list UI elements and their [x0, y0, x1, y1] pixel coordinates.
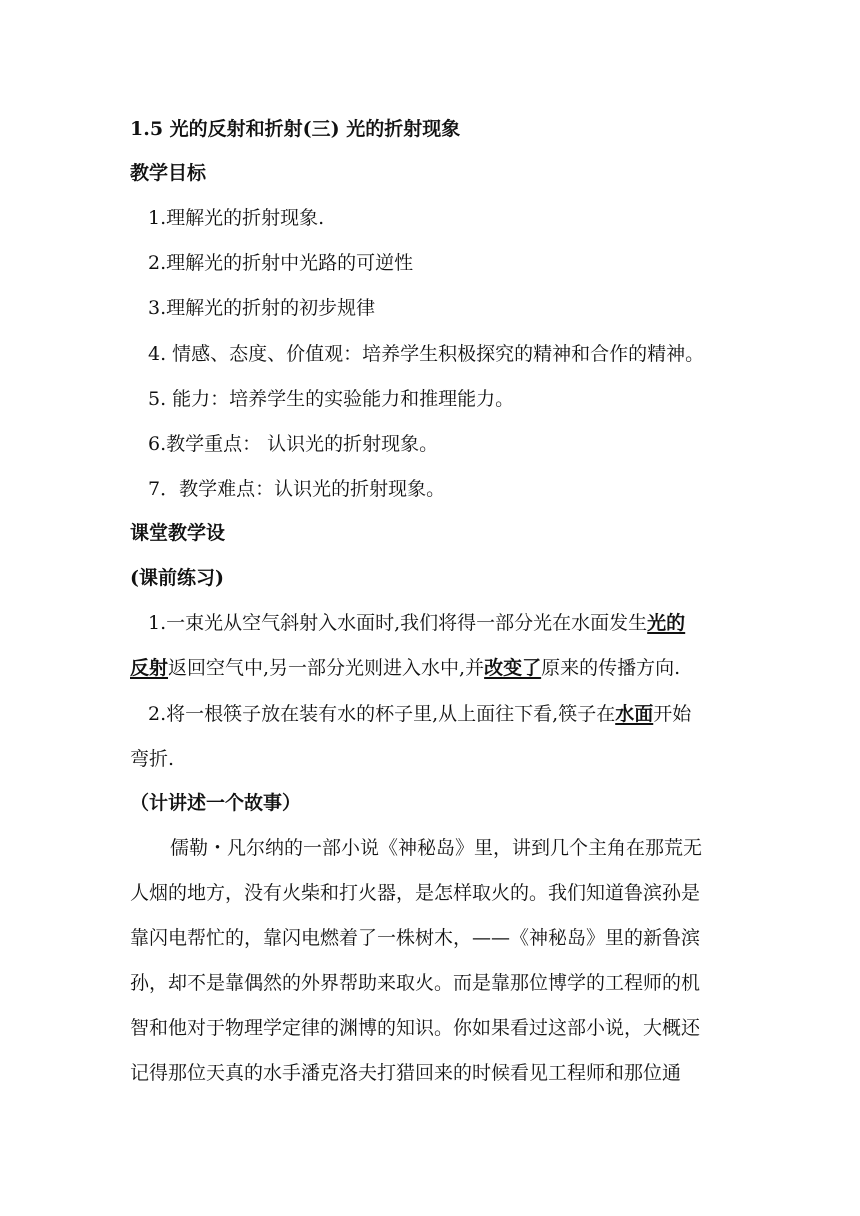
- exercise-1-text: 原来的传播方向.: [541, 657, 681, 679]
- exercise-1-answer: 改变了: [484, 657, 542, 679]
- design-heading: 课堂教学设: [130, 522, 226, 544]
- objectives-heading: 教学目标: [130, 162, 207, 184]
- exercise-2-line-1: [148, 702, 691, 726]
- exercise-2-line-2: 弯折.: [130, 748, 175, 770]
- story-line: 儒勒・凡尔纳的一部小说《神秘岛》里，讲到几个主角在那荒无: [170, 837, 703, 859]
- objective-item: 4. 情感、态度、价值观：培养学生积极探究的精神和合作的精神。: [148, 343, 705, 365]
- document-title: 1.5 光的反射和折射(三) 光的折射现象: [130, 118, 461, 140]
- story-line: 人烟的地方，没有火柴和打火器，是怎样取火的。我们知道鲁滨孙是: [130, 882, 701, 904]
- exercise-1-line-2: [130, 656, 680, 680]
- objective-item: 2.理解光的折射中光路的可逆性: [148, 252, 414, 274]
- exercise-2-answer: 水面: [615, 703, 654, 725]
- story-heading: （计讲述一个故事）: [130, 792, 302, 814]
- story-line: 智和他对于物理学定律的渊博的知识。你如果看过这部小说，大概还: [130, 1017, 701, 1039]
- preclass-heading: (课前练习): [130, 567, 224, 589]
- objective-item: 6.教学重点： 认识光的折射现象。: [148, 433, 439, 455]
- story-line: 孙，却不是靠偶然的外界帮助来取火。而是靠那位博学的工程师的机: [130, 972, 701, 994]
- objective-item: 7．教学难点：认识光的折射现象。: [148, 478, 446, 500]
- exercise-1-text: 1.一束光从空气斜射入水面时,我们将得一部分光在水面发生: [148, 612, 648, 634]
- objective-item: 3.理解光的折射的初步规律: [148, 297, 376, 319]
- exercise-1-answer: 反射: [130, 657, 169, 679]
- exercise-1-text: 返回空气中,另一部分光则进入水中,并: [168, 657, 485, 679]
- exercise-2-text: 开始: [653, 703, 692, 725]
- exercise-1-line-1: [148, 611, 685, 635]
- story-line: 记得那位天真的水手潘克洛夫打猎回来的时候看见工程师和那位通: [130, 1062, 682, 1084]
- story-line: 靠闪电帮忙的，靠闪电燃着了一株树木，——《神秘岛》里的新鲁滨: [130, 927, 701, 949]
- exercise-2-text: 2.将一根筷子放在装有水的杯子里,从上面往下看,筷子在: [148, 703, 616, 725]
- exercise-1-answer: 光的: [647, 612, 686, 634]
- objective-item: 1.理解光的折射现象.: [148, 207, 325, 229]
- objective-item: 5. 能力：培养学生的实验能力和推理能力。: [148, 388, 515, 410]
